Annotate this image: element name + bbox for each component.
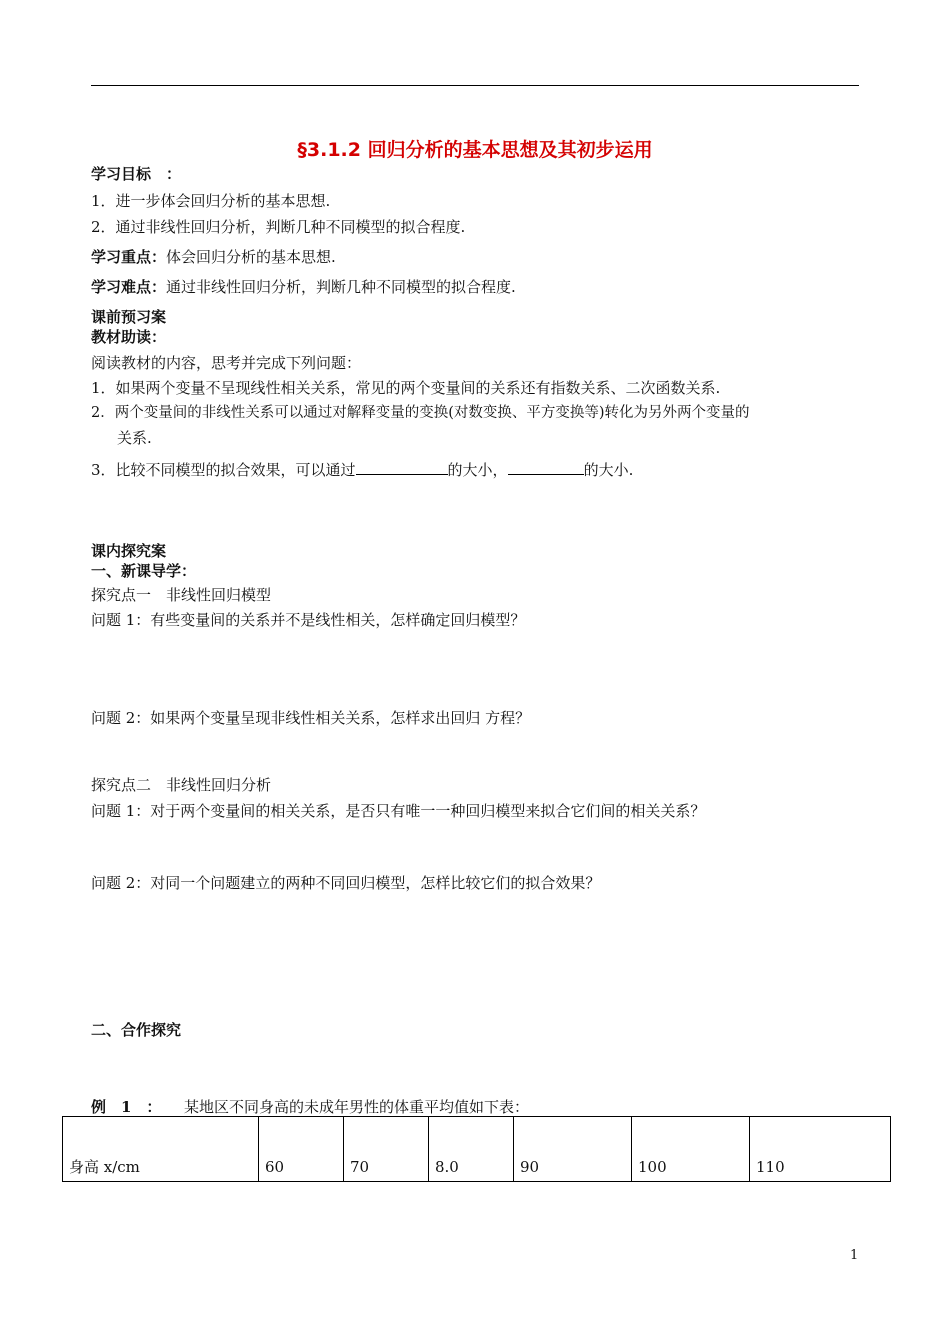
key-point (91, 247, 336, 267)
height-table (62, 1116, 891, 1182)
coop-heading: 二、合作探究 (91, 1021, 182, 1039)
table-cell: 70 (344, 1117, 429, 1182)
preview-item-2: 2．两个变量间的非线性关系可以通过对解释变量的变换(对数变换、平方变换等)转化为另外两个变量的 (91, 405, 750, 421)
explore-subheading: 一、新课导学： (91, 562, 197, 580)
preview-heading: 课前预习案 (91, 308, 167, 326)
key-point-text: 体会回归分析的基本思想. (166, 248, 336, 266)
header-rule (91, 85, 859, 86)
table-cell: 90 (514, 1117, 632, 1182)
key-point-label: 学习重点： (91, 248, 167, 266)
goal-item-2: 2．通过非线性回归分析，判断几种不同模型的拟合程度. (91, 218, 466, 236)
difficulty-text: 通过非线性回归分析，判断几种不同模型的拟合程度. (166, 278, 516, 296)
explore-point-1: 探究点一 非线性回归模型 (91, 586, 272, 604)
example-1 (91, 1097, 529, 1117)
preview-item-3-text-b: 的大小， (447, 461, 508, 479)
preview-item-3-text-a: 3．比较不同模型的拟合效果，可以通过 (91, 461, 356, 479)
table-row (63, 1117, 891, 1182)
table-cell: 8.0 (429, 1117, 514, 1182)
point2-question-1: 问题 1：对于两个变量间的相关关系，是否只有唯一一种回归模型来拟合它们间的相关关系？ (91, 802, 706, 820)
preview-subheading: 教材助读： (91, 328, 167, 346)
goals-heading: 学习目标 ： (91, 165, 182, 183)
point1-question-1: 问题 1：有些变量间的关系并不是线性相关，怎样确定回归模型？ (91, 611, 526, 629)
fill-blank-2[interactable] (508, 458, 584, 475)
page-number: 1 (850, 1248, 859, 1263)
fill-blank-1[interactable] (356, 458, 448, 475)
preview-item-1: 1．如果两个变量不呈现线性相关关系，常见的两个变量间的关系还有指数关系、二次函数关系. (91, 379, 721, 397)
table-cell: 60 (259, 1117, 344, 1182)
explore-heading: 课内探究案 (91, 542, 167, 560)
difficulty-label: 学习难点： (91, 278, 167, 296)
explore-point-2: 探究点二 非线性回归分析 (91, 776, 272, 794)
table-cell: 100 (632, 1117, 750, 1182)
preview-item-3 (91, 458, 633, 480)
difficulty (91, 277, 516, 297)
preview-item-2-cont: 关系. (117, 429, 152, 447)
preview-item-3-text-c: 的大小. (583, 461, 634, 479)
example-text: 某地区不同身高的未成年男性的体重平均值如下表： (184, 1098, 530, 1116)
preview-intro: 阅读教材的内容，思考并完成下列问题： (91, 354, 362, 372)
table-row-header: 身高 x/cm (63, 1117, 259, 1182)
point2-question-2: 问题 2：对同一个问题建立的两种不同回归模型，怎样比较它们的拟合效果？ (91, 874, 601, 892)
page-title: §3.1.2 回归分析的基本思想及其初步运用 (297, 139, 653, 161)
example-label: 例 1 ： (91, 1098, 162, 1116)
table-cell: 110 (750, 1117, 891, 1182)
goal-item-1: 1．进一步体会回归分析的基本思想. (91, 192, 331, 210)
point1-question-2: 问题 2：如果两个变量呈现非线性相关关系，怎样求出回归 方程？ (91, 709, 531, 727)
